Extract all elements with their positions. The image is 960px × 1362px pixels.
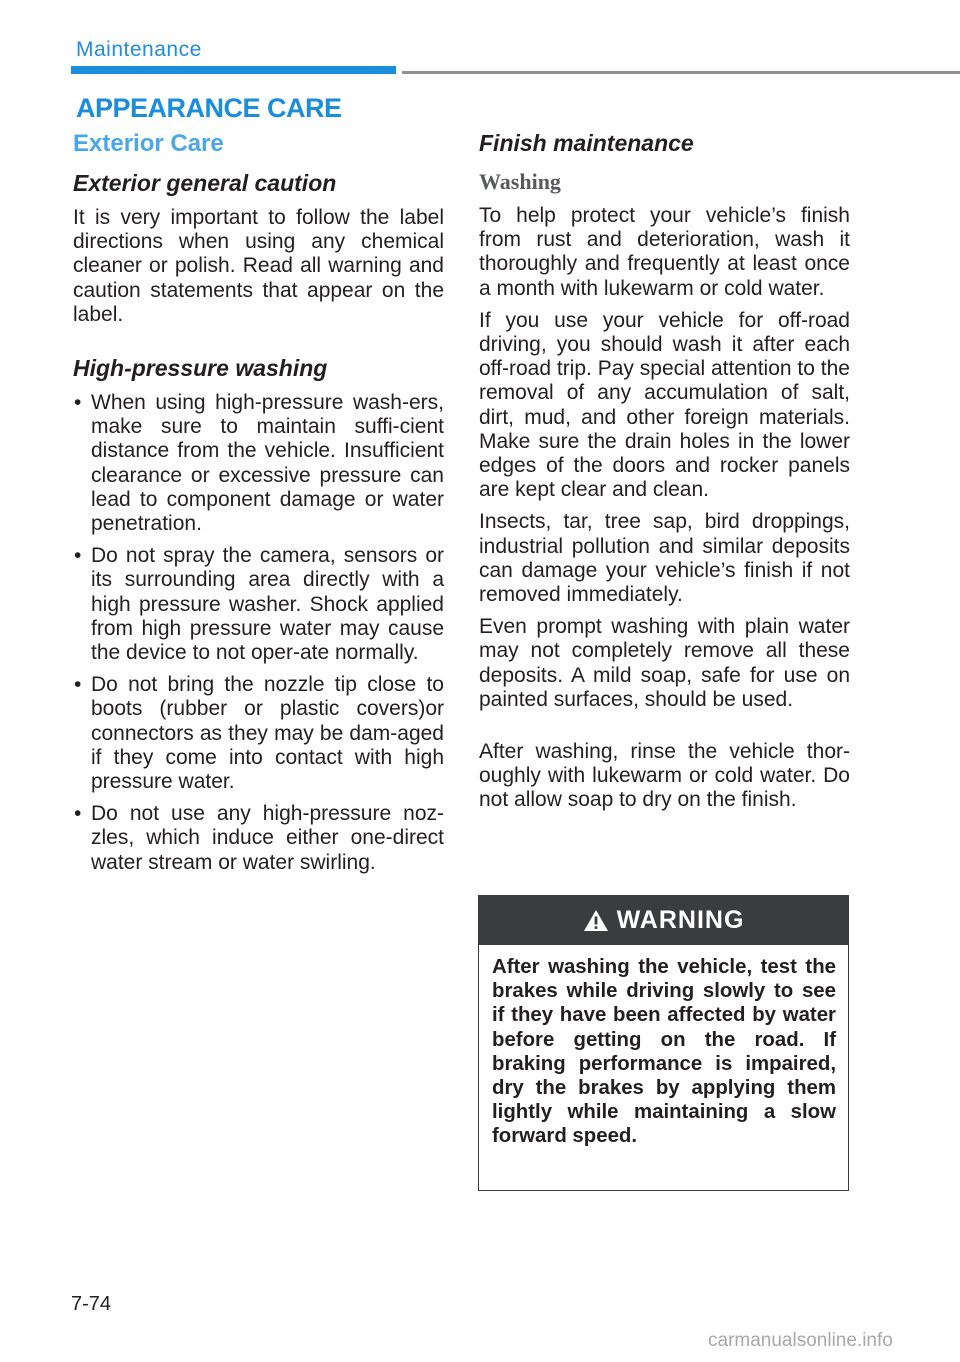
finish-maintenance-heading: Finish maintenance: [479, 130, 694, 156]
page-number: 7-74: [71, 1293, 112, 1315]
list-item: [73, 802, 444, 875]
header-rule-gray: [402, 71, 960, 74]
exterior-care-heading: Exterior Care: [73, 130, 224, 157]
bullet-icon: •: [74, 391, 82, 415]
right-column: [479, 130, 850, 821]
warning-label: WARNING: [616, 906, 745, 934]
general-caution-text: It is very important to follow the label directions when using any chemical cleaner or polish. Read all warning and caution statements that appear on the label.: [73, 206, 444, 326]
left-column: [73, 130, 444, 883]
warning-text: After washing the vehicle, test the brakes while driving slowly to see if they have been affected by water before getting on the road. If braking performance is impaired, dry the brakes by applying them lightly while maintaining a slow forward speed.: [492, 956, 836, 1148]
header-rule-blue: [71, 66, 396, 74]
list-item: [73, 673, 444, 794]
section-title: APPEARANCE CARE: [76, 93, 342, 123]
list-item-text: Do not use any high-pressure noz-zles, which induce either one-direct water stream or water swirling.: [91, 802, 444, 874]
high-pressure-list: [73, 391, 444, 875]
washing-heading: Washing: [479, 169, 561, 194]
bullet-icon: •: [74, 802, 82, 826]
warning-box: [478, 895, 849, 1191]
list-item: [73, 544, 444, 665]
list-item-text: When using high-pressure wash-ers, make sure to maintain suffi-cient distance from the vehicle. Insufficient clearance or excessive pressure can lead to component damage or water penetration.: [91, 391, 444, 536]
list-item-text: Do not spray the camera, sensors or its surrounding area directly with a high pressure washer. Shock applied from high pressure water may cause the device to not oper-ate normally.: [91, 544, 444, 665]
washing-paragraph: Even prompt washing with plain water may not completely remove all these deposits. A mild soap, safe for use on painted surfaces, should be used.: [479, 615, 850, 711]
washing-paragraph: To help protect your vehicle’s finish from rust and deterioration, wash it thoroughly and frequently at least once a month with lukewarm or cold water.: [479, 204, 850, 300]
list-item-text: Do not bring the nozzle tip close to boots (rubber or plastic covers)or connectors as they may be dam-aged if they come into contact with high pressure water.: [91, 673, 444, 794]
washing-paragraph: If you use your vehicle for off-road driving, you should wash it after each off-road trip. Pay special attention to the removal of any accumulation of salt, dirt, mud, and other foreign materials. Make sure the drain holes in the lower edges of the doors and rocker panels are kept clear and clean.: [479, 308, 850, 502]
general-caution-heading: Exterior general caution: [73, 170, 337, 196]
warning-triangle-icon: [583, 909, 609, 932]
warning-header: [479, 896, 848, 945]
bullet-icon: •: [74, 673, 82, 697]
chapter-label: Maintenance: [76, 38, 202, 61]
bullet-icon: •: [74, 544, 82, 568]
list-item: [73, 391, 444, 536]
high-pressure-heading: High-pressure washing: [73, 355, 328, 382]
washing-paragraph: After washing, rinse the vehicle thor-oughly with lukewarm or cold water. Do not allow soap to dry on the finish.: [479, 740, 850, 812]
washing-paragraph: Insects, tar, tree sap, bird droppings, industrial pollution and similar deposits can damage your vehicle’s finish if not removed immediately.: [479, 510, 850, 607]
watermark: carmanualsonline.info: [708, 1330, 893, 1351]
